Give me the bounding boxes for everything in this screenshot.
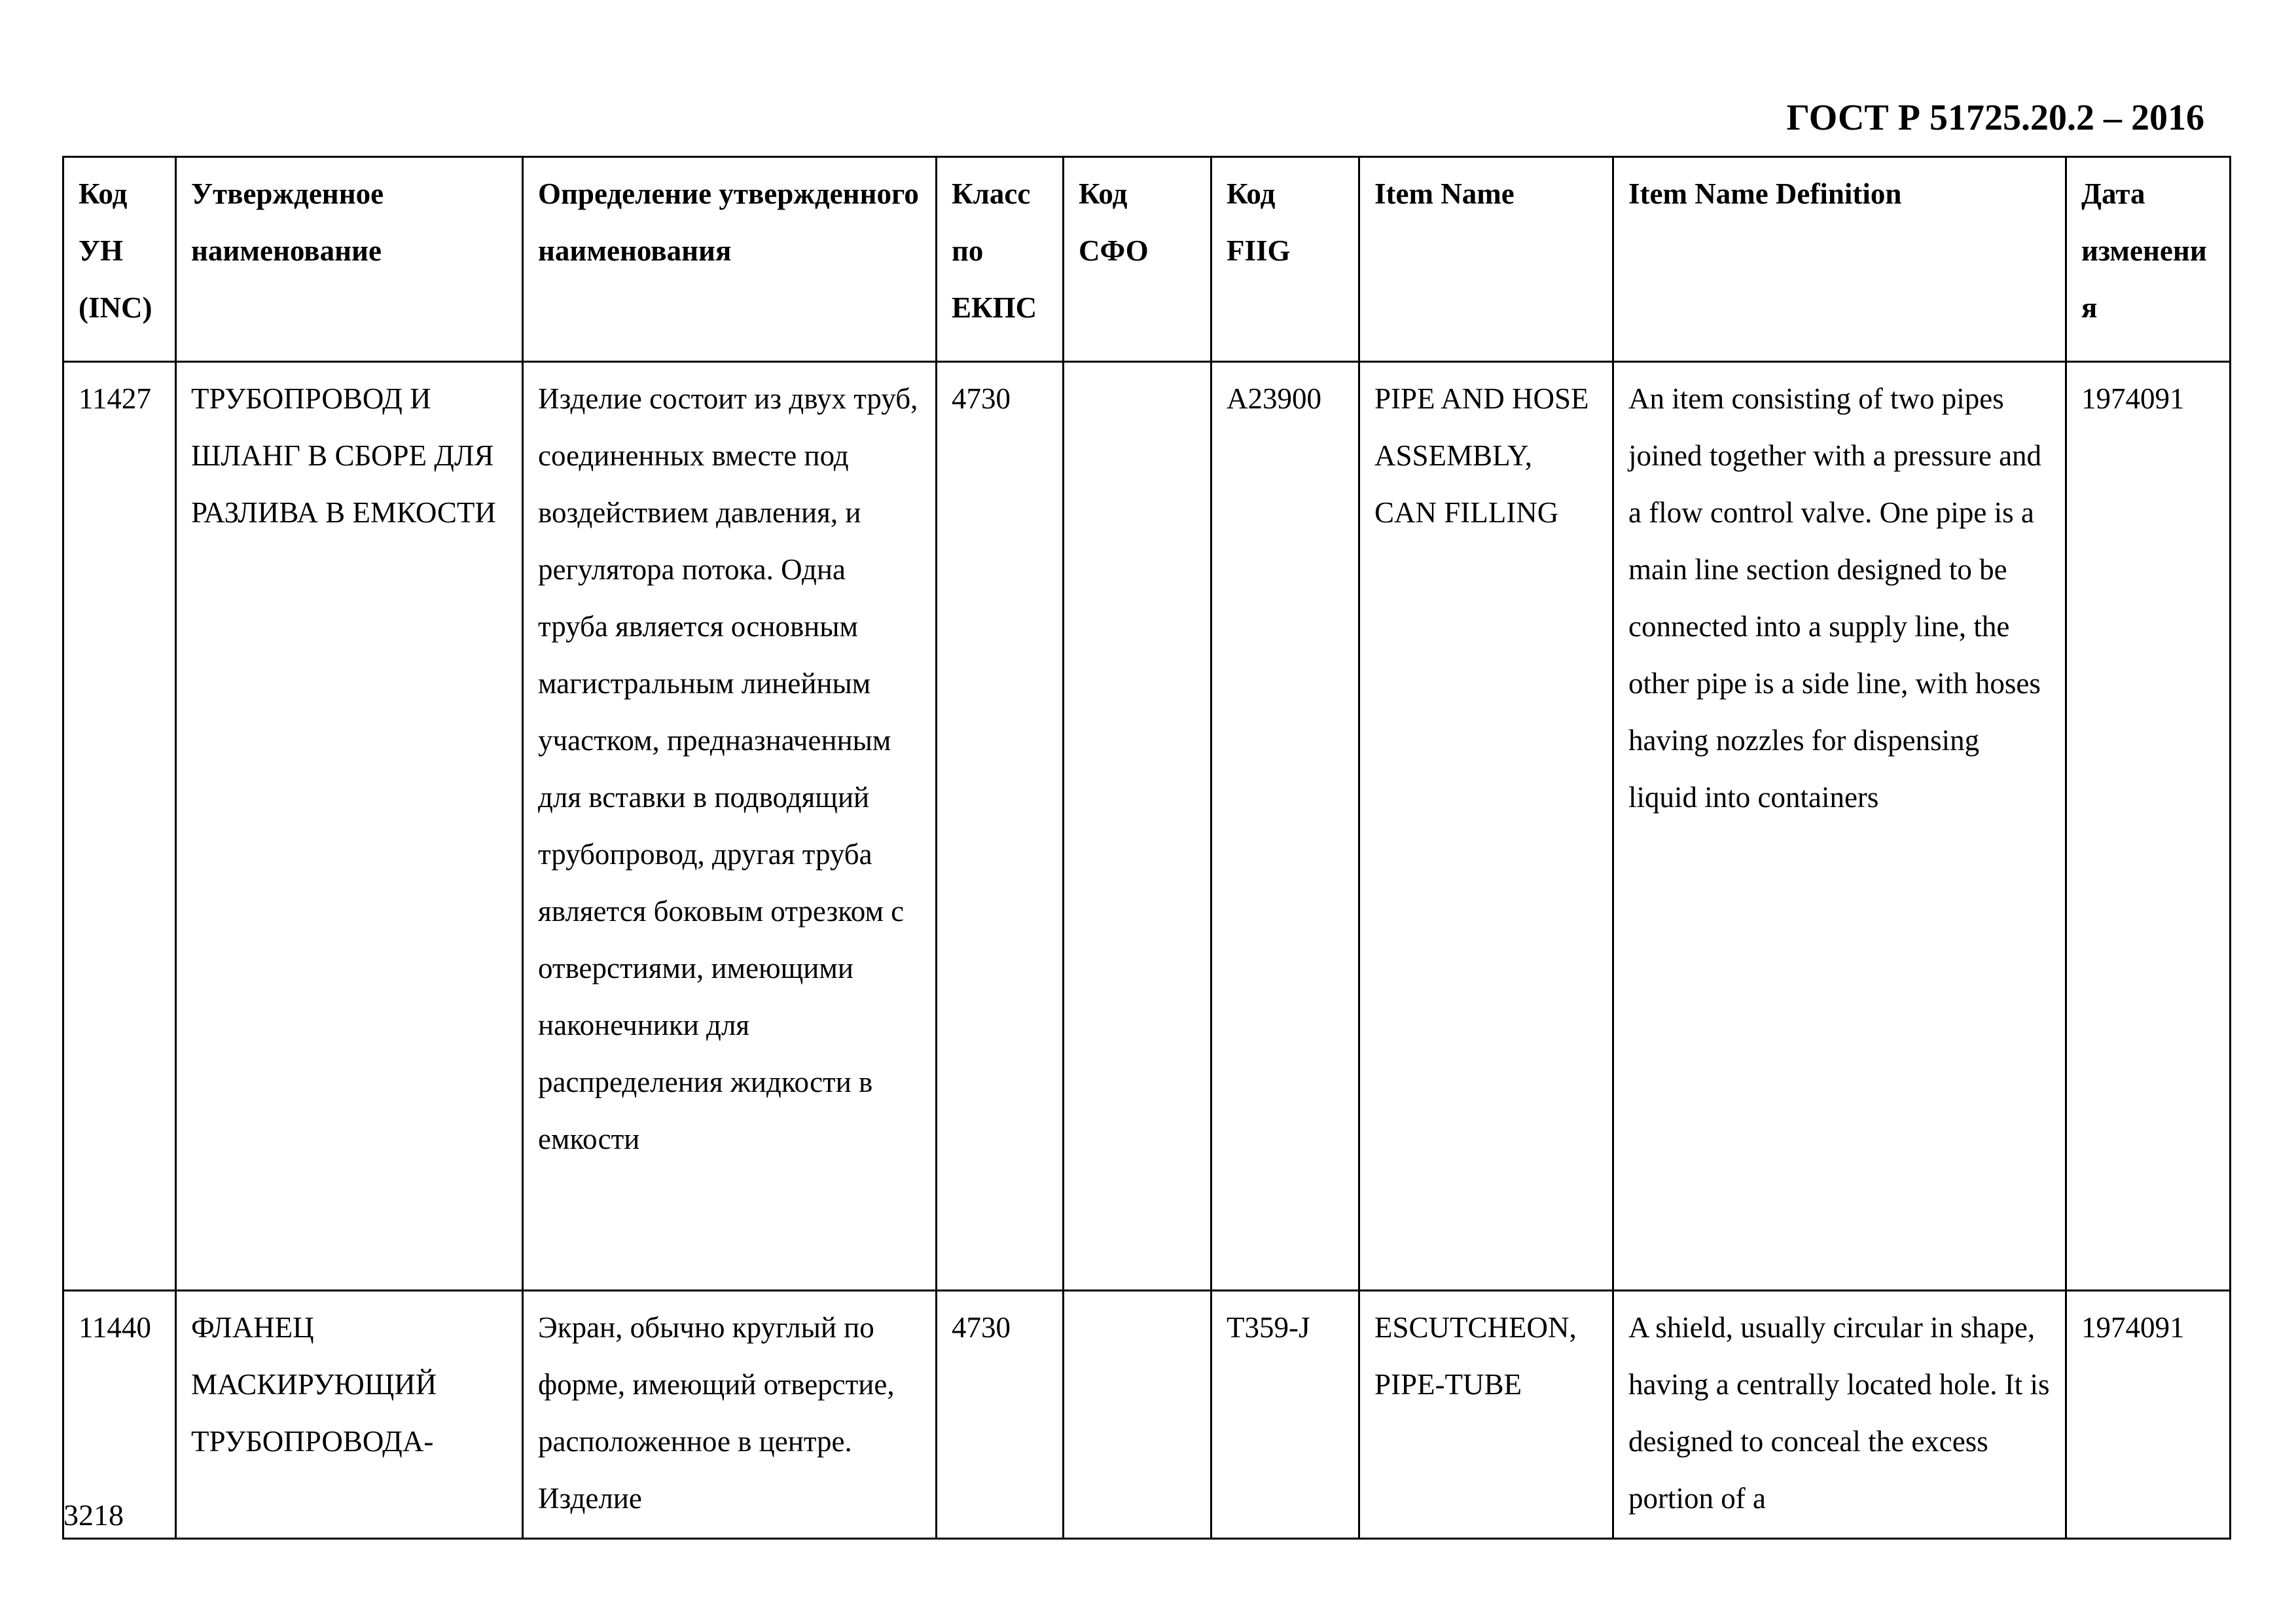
column-header-inc: Код УН (INC) [63,157,176,362]
cell-approved-name: ТРУБОПРОВОД И ШЛАНГ В СБОРЕ ДЛЯ РАЗЛИВА В ЕМКОСТИ [176,362,523,1291]
column-header-definition: Определение утвержденного наименования [523,157,937,362]
cell-definition: Экран, обычно круглый по форме, имеющий отверстие, расположенное в центре. Изделие [523,1291,937,1539]
table-row [63,362,2231,1291]
page-number: 3218 [63,1498,124,1532]
cell-item-name-definition: An item consisting of two pipes joined together with a pressure and a flow control valve. One pipe is a main line section designed to be connected into a supply line, the other pipe is a side line, with hoses having nozzles for dispensing liquid into containers [1613,362,2066,1291]
cell-fiig-code: T359-J [1211,1291,1359,1539]
document-standard-header: ГОСТ Р 51725.20.2 – 2016 [1786,98,2204,138]
cell-ekps-class: 4730 [937,1291,1064,1539]
table-header-row [63,157,2231,362]
cell-inc: 11427 [63,362,176,1291]
cell-inc: 11440 [63,1291,176,1539]
cell-change-date: 1974091 [2066,362,2231,1291]
cell-item-name: ESCUTCHEON, PIPE-TUBE [1359,1291,1613,1539]
column-header-item-name: Item Name [1359,157,1613,362]
cell-item-name-definition: A shield, usually circular in shape, having a centrally located hole. It is designed to conceal the excess portion of a [1613,1291,2066,1539]
cell-item-name: PIPE AND HOSE ASSEMBLY, CAN FILLING [1359,362,1613,1291]
cell-change-date: 1974091 [2066,1291,2231,1539]
cell-approved-name: ФЛАНЕЦ МАСКИРУЮЩИЙ ТРУБОПРОВОДА- [176,1291,523,1539]
cell-sfo-code [1064,362,1211,1291]
column-header-ekps-class: Класс по ЕКПС [937,157,1064,362]
cell-fiig-code: A23900 [1211,362,1359,1291]
column-header-approved-name: Утвержденное наименование [176,157,523,362]
column-header-fiig-code: Код FIIG [1211,157,1359,362]
cell-sfo-code [1064,1291,1211,1539]
catalog-table [62,156,2231,1540]
cell-ekps-class: 4730 [937,362,1064,1291]
column-header-sfo-code: Код СФО [1064,157,1211,362]
cell-definition: Изделие состоит из двух труб, соединенных вместе под воздействием давления, и регулятора потока. Одна труба является основным магистральным линейным участком, предназначенным для вставки в подводящий трубопровод, другая труба является боковым отрезком с отверстиями, имеющими наконечники для распределения жидкости в емкости [523,362,937,1291]
column-header-change-date: Дата изменения [2066,157,2231,362]
table-row [63,1291,2231,1539]
column-header-item-name-definition: Item Name Definition [1613,157,2066,362]
